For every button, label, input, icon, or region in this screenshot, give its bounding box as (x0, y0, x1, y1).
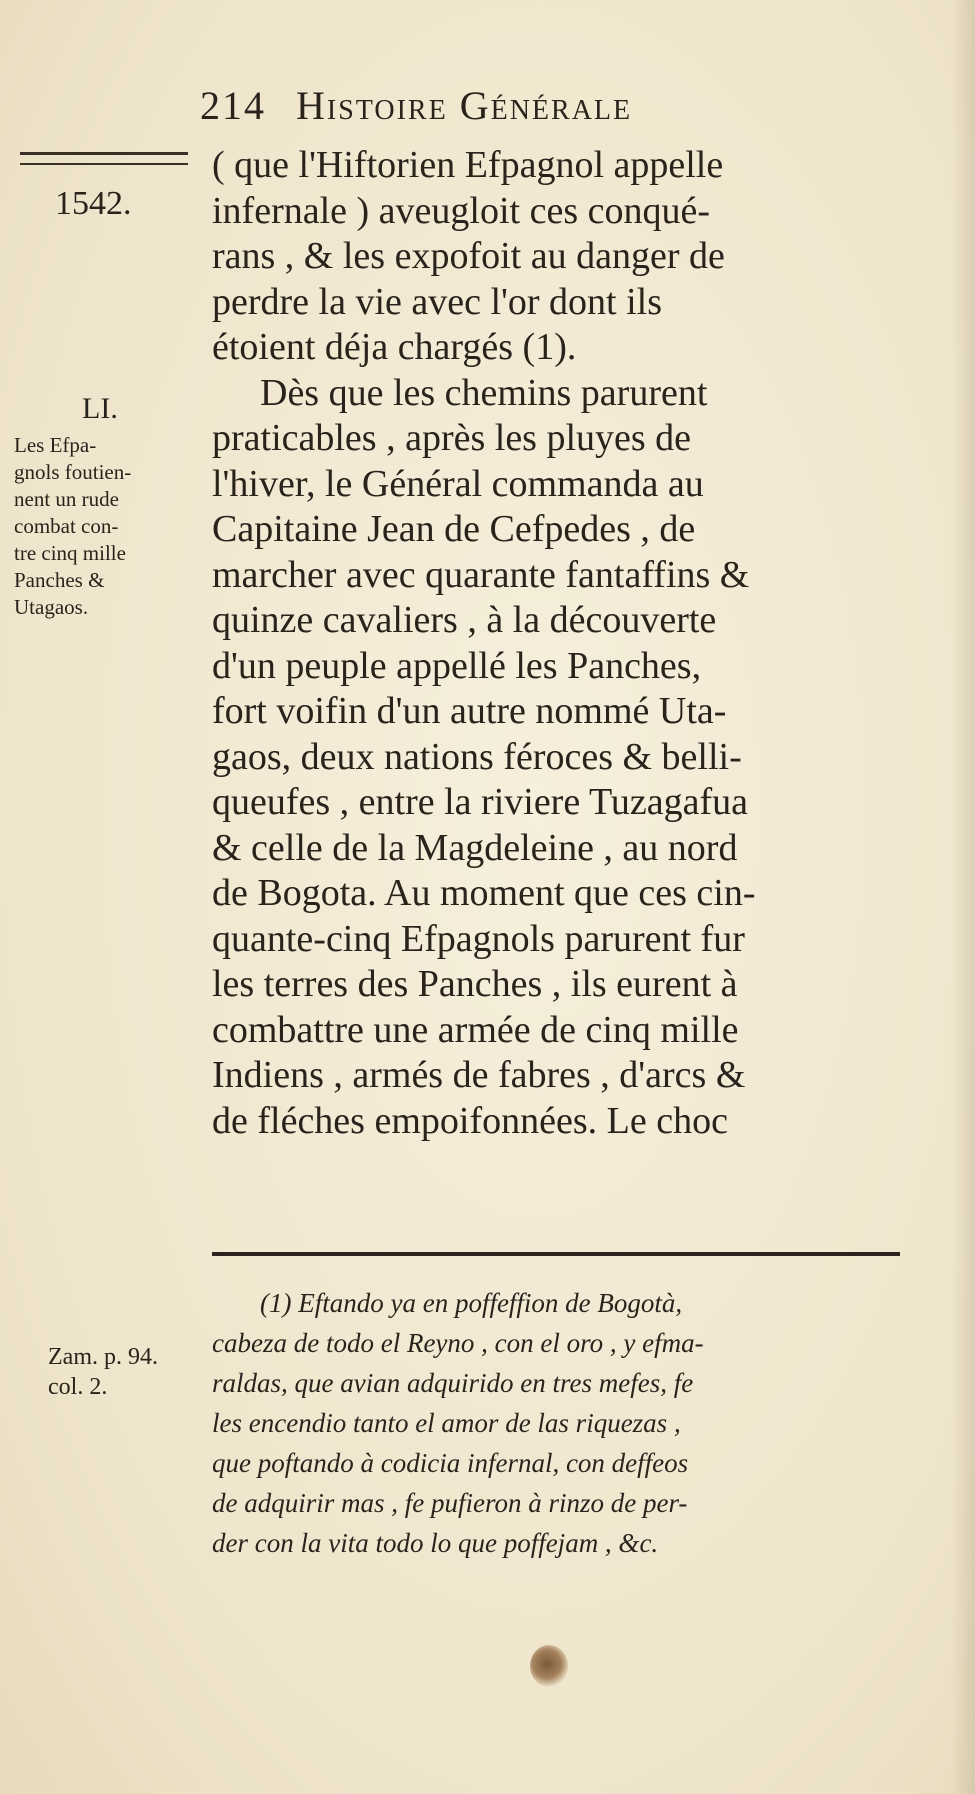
margin-year: 1542. (55, 185, 132, 222)
text-line: gaos, deux nations féroces & belli- (212, 735, 742, 778)
margin-rule (20, 152, 188, 165)
footnote (212, 1283, 902, 1563)
running-title: Histoire Générale (296, 83, 633, 128)
margin-note-line: nent un rude (14, 487, 119, 511)
margin-summary-note (14, 432, 204, 621)
text-line: rans , & les expofoit au danger de (212, 235, 725, 277)
text-line: & celle de la Magdeleine , au nord (212, 826, 738, 869)
running-header (200, 82, 890, 129)
page-edge-shadow (951, 0, 975, 1794)
footnote-ref-line: Zam. p. 94. (48, 1344, 158, 1370)
text-line: marcher avec quarante fantaffins & (212, 553, 750, 596)
footnote-line: de adquirir mas , fe pufieron à rinzo de per- (212, 1488, 688, 1518)
text-line: praticables , après les pluyes de (212, 417, 692, 459)
footnote-rule (212, 1252, 900, 1256)
main-text (212, 143, 902, 1144)
text-line: fort voifin d'un autre nommé Uta- (212, 690, 727, 732)
margin-note-line: combat con- (14, 514, 119, 538)
text-line: de fléches empoifonnées. Le choc (212, 1099, 728, 1142)
footnote-ref-line: col. 2. (48, 1374, 108, 1400)
text-line: queufes , entre la riviere Tuzagafua (212, 781, 749, 823)
footnote-line: les encendio tanto el amor de las riquezas , (212, 1408, 681, 1438)
margin-note-line: Utagaos. (14, 595, 89, 619)
footnote-line: cabeza de todo el Reyno , con el oro , y efma- (212, 1328, 704, 1358)
text-line: quante-cinq Efpagnols parurent fur (212, 917, 745, 960)
text-line: de Bogota. Au moment que ces cin- (212, 872, 756, 914)
footnote-line: (1) Eftando ya en poffeffion de Bogotà, (260, 1288, 683, 1318)
text-line: étoient déja chargés (1). (212, 326, 577, 368)
footnote-line: raldas, que avian adquirido en tres mefes, fe (212, 1368, 694, 1398)
text-line: ( que l'Hiftorien Efpagnol appelle (212, 144, 724, 186)
text-line: quinze cavaliers , à la découverte (212, 599, 717, 641)
text-line: l'hiver, le Général commanda au (212, 462, 704, 505)
text-line: infernale ) aveugloit ces conqué- (212, 189, 710, 232)
text-line: Capitaine Jean de Cefpedes , de (212, 508, 696, 550)
text-line: combattre une armée de cinq mille (212, 1008, 739, 1051)
margin-note-line: Les Efpa- (14, 433, 97, 457)
ink-stain (530, 1645, 568, 1687)
text-line: Indiens , armés de fabres , d'arcs & (212, 1054, 746, 1096)
page-number: 214 (200, 83, 266, 128)
text-line: les terres des Panches , ils eurent à (212, 963, 738, 1005)
text-line: perdre la vie avec l'or dont ils (212, 280, 663, 323)
text-line: d'un peuple appellé les Panches, (212, 644, 702, 687)
footnote-line: que poftando à codicia infernal, con deffeos (212, 1448, 689, 1478)
text-line: Dès que les chemins parurent (260, 371, 708, 414)
margin-note-line: Panches & (14, 568, 105, 592)
margin-note-line: tre cinq mille (14, 541, 126, 565)
footnote-line: der con la vita todo lo que poffejam , &c. (212, 1528, 659, 1558)
section-number: LI. (82, 392, 118, 425)
margin-note-line: gnols foutien- (14, 460, 132, 484)
footnote-margin-reference (48, 1342, 158, 1402)
